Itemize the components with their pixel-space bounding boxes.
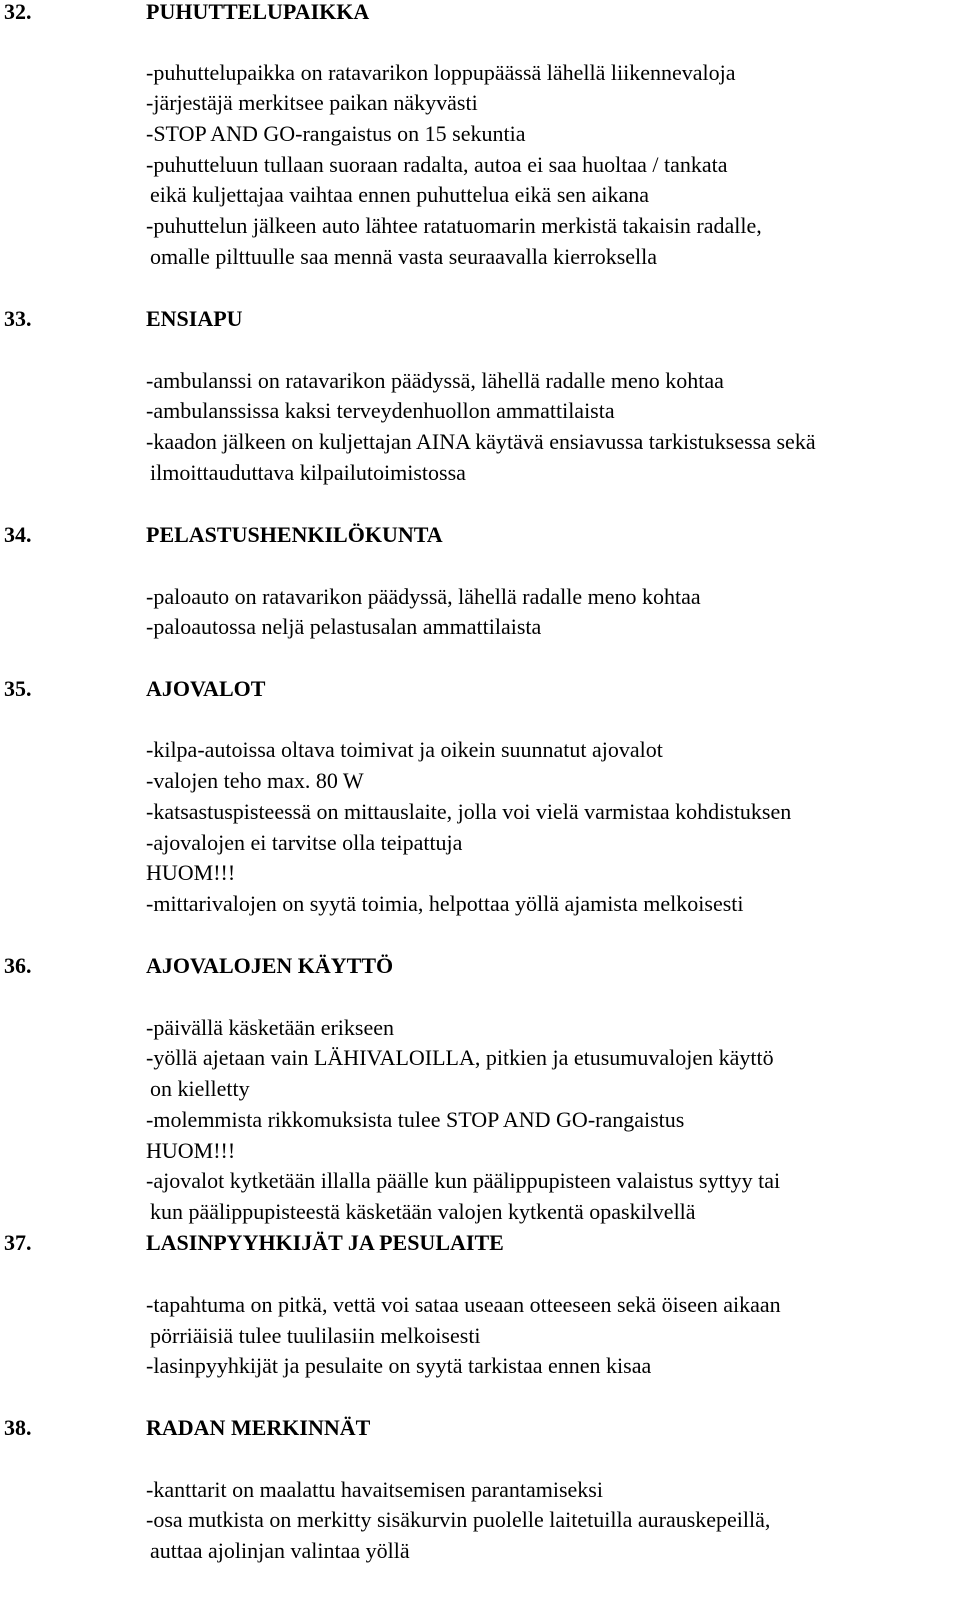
section-38-line: -osa mutkista on merkitty sisäkurvin puolelle laitetuilla aurauskepeillä, (146, 1507, 771, 1532)
section-number: 34. (4, 522, 32, 547)
section-33-line: ilmoittauduttava kilpailutoimistossa (150, 460, 466, 485)
section-36-line: -päivällä käsketään erikseen (146, 1015, 394, 1040)
section-38-line: -kanttarit on maalattu havaitsemisen parantamiseksi (146, 1477, 603, 1502)
section-title: RADAN MERKINNÄT (146, 1415, 371, 1440)
section-37-line: pörriäisiä tulee tuulilasiin melkoisesti (150, 1323, 481, 1348)
section-36-line: HUOM!!! (146, 1138, 236, 1163)
section-heading-35 (4, 674, 265, 704)
section-37-line: -lasinpyyhkijät ja pesulaite on syytä tarkistaa ennen kisaa (146, 1353, 652, 1378)
section-heading-37 (4, 1228, 504, 1258)
section-heading-36 (4, 951, 393, 981)
section-35-line: -kilpa-autoissa oltava toimivat ja oikein suunnatut ajovalot (146, 737, 663, 762)
section-35-line: -ajovalojen ei tarvitse olla teipattuja (146, 830, 463, 855)
section-heading-33 (4, 304, 243, 334)
section-35-line: -mittarivalojen on syytä toimia, helpottaa yöllä ajamista melkoisesti (146, 891, 744, 916)
section-32-line: -järjestäjä merkitsee paikan näkyvästi (146, 90, 478, 115)
section-35-line: HUOM!!! (146, 860, 236, 885)
section-title: AJOVALOT (146, 676, 266, 701)
section-title: PELASTUSHENKILÖKUNTA (146, 522, 443, 547)
section-number: 38. (4, 1415, 32, 1440)
section-36-line: -ajovalot kytketään illalla päälle kun päälippupisteen valaistus syttyy tai (146, 1168, 781, 1193)
section-number: 35. (4, 676, 32, 701)
section-number: 36. (4, 953, 32, 978)
section-title: ENSIAPU (146, 306, 243, 331)
section-36-line: -yöllä ajetaan vain LÄHIVALOILLA, pitkien ja etusumuvalojen käyttö (146, 1045, 774, 1070)
section-title: LASINPYYHKIJÄT JA PESULAITE (146, 1230, 504, 1255)
section-32-line: omalle pilttuulle saa mennä vasta seuraavalla kierroksella (150, 244, 658, 269)
section-heading-34 (4, 520, 443, 550)
section-number: 33. (4, 306, 32, 331)
section-36-line: on kielletty (150, 1076, 250, 1101)
section-title: PUHUTTELUPAIKKA (146, 0, 370, 24)
section-35-line: -valojen teho max. 80 W (146, 768, 364, 793)
section-36-line: -molemmista rikkomuksista tulee STOP AND GO-rangaistus (146, 1107, 685, 1132)
section-35-line: -katsastuspisteessä on mittauslaite, jolla voi vielä varmistaa kohdistuksen (146, 799, 792, 824)
section-32-line: -puhuttelun jälkeen auto lähtee ratatuomarin merkistä takaisin radalle, (146, 213, 762, 238)
section-number: 37. (4, 1230, 32, 1255)
section-heading-38 (4, 1413, 370, 1443)
section-33-line: -ambulanssissa kaksi terveydenhuollon ammattilaista (146, 398, 615, 423)
section-38-line: auttaa ajolinjan valintaa yöllä (150, 1538, 410, 1563)
section-36-line: kun päälippupisteestä käsketään valojen kytkentä opaskilvellä (150, 1199, 696, 1224)
section-33-line: -ambulanssi on ratavarikon päädyssä, lähellä radalle meno kohtaa (146, 368, 724, 393)
section-34-line: -paloauto on ratavarikon päädyssä, lähellä radalle meno kohtaa (146, 584, 701, 609)
section-32-line: -STOP AND GO-rangaistus on 15 sekuntia (146, 121, 526, 146)
section-heading-32 (4, 0, 369, 27)
section-32-line: eikä kuljettajaa vaihtaa ennen puhuttelua eikä sen aikana (150, 182, 650, 207)
section-34-line: -paloautossa neljä pelastusalan ammattilaista (146, 614, 542, 639)
section-32-line: -puhutteluun tullaan suoraan radalta, autoa ei saa huoltaa / tankata (146, 152, 728, 177)
section-37-line: -tapahtuma on pitkä, vettä voi sataa useaan otteeseen sekä öiseen aikaan (146, 1292, 781, 1317)
section-33-line: -kaadon jälkeen on kuljettajan AINA käytävä ensiavussa tarkistuksessa sekä (146, 429, 816, 454)
section-32-line: -puhuttelupaikka on ratavarikon loppupäässä lähellä liikennevaloja (146, 60, 736, 85)
section-title: AJOVALOJEN KÄYTTÖ (146, 953, 394, 978)
section-number: 32. (4, 0, 32, 24)
